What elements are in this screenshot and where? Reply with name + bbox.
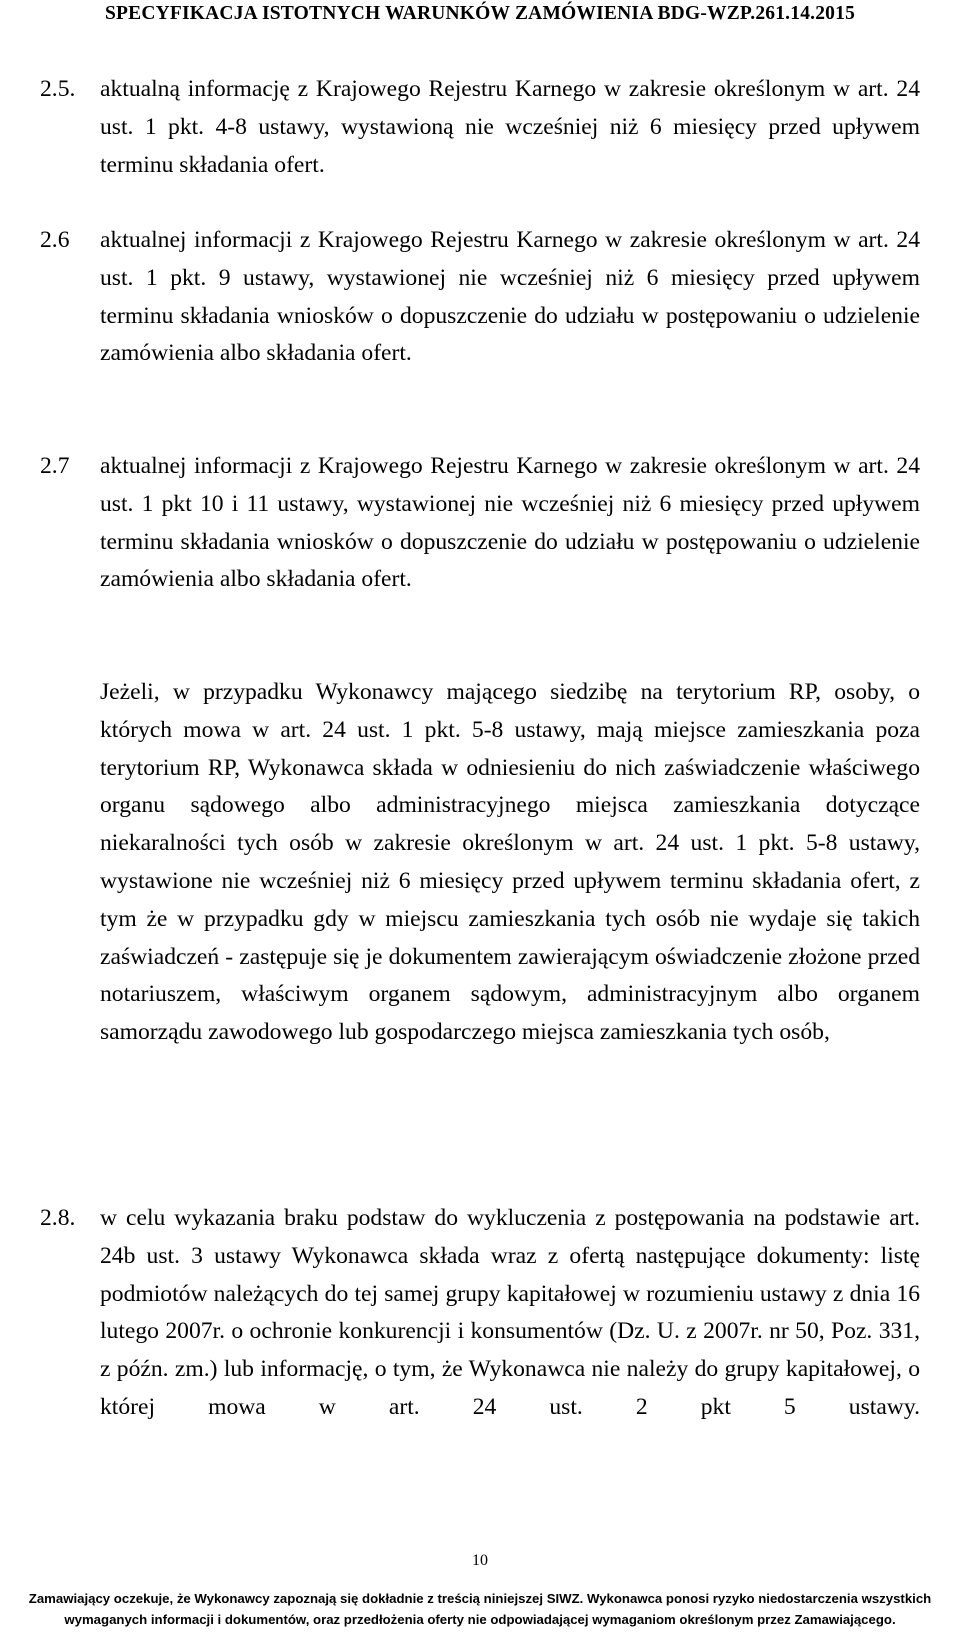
footer-line-2: wymaganych informacji i dokumentów, oraz przedłożenia oferty nie odpowiadającej wymaganiom określonym przez Zamawiającego. xyxy=(64,1612,896,1627)
item-number: 2.5. xyxy=(40,76,76,102)
item-text: w celu wykazania braku podstaw do wykluczenia z postępowania na podstawie art. 24b ust. 3 ustawy Wykonawca składa wraz z ofertą następujące dokumenty: listę podmiotów należących do tej samej grupy kapitałowej w rozumieniu ustawy z dnia 16 lutego 2007r. o ochronie konkurencji i konsumentów (Dz. U. z 2007r. nr 50, Poz. 331, z późn. zm.) lub informację, o tym, że Wykonawca nie należy do grupy kapitałowej, o której mowa w art. 24 ust. 2 pkt 5 ustawy. xyxy=(100,1205,920,1420)
residence-paragraph: Jeżeli, w przypadku Wykonawcy mającego siedzibę na terytorium RP, osoby, o których mowa w art. 24 ust. 1 pkt. 5-8 ustawy, mają miejsce zamieszkania poza terytorium RP, Wykonawca składa w odniesieniu do nich zaświadczenie właściwego organu sądowego albo administracyjnego miejsca zamieszkania dotyczące niekaralności tych osób w zakresie określonym w art. 24 ust. 1 pkt. 5-8 ustawy, wystawione nie wcześniej niż 6 miesięcy przed upływem terminu składania ofert, z tym że w przypadku gdy w miejscu zamieszkania tych osób nie wydaje się takich zaświadczeń - zastępuje się je dokumentem zawierającym oświadczenie złożone przed notariuszem, właściwym organem sądowym, administracyjnym albo organem samorządu zawodowego lub gospodarczego miejsca zamieszkania tych osób, xyxy=(100,679,920,1046)
list-item-2-6 xyxy=(40,222,920,373)
item-text: aktualną informację z Krajowego Rejestru Karnego w zakresie określonym w art. 24 ust. 1 pkt. 4-8 ustawy, wystawioną nie wcześniej niż 6 miesięcy przed upływem terminu składania ofert. xyxy=(100,76,920,178)
page-footer xyxy=(0,1588,960,1630)
page-number: 10 xyxy=(472,1552,488,1569)
item-number: 2.6 xyxy=(40,227,70,253)
footer-line-1: Zamawiający oczekuje, że Wykonawcy zapoznają się dokładnie z treścią niniejszej SIWZ. Wykonawca ponosi ryzyko niedostarczenia wszystkich xyxy=(28,1591,932,1606)
item-number: 2.7 xyxy=(40,453,70,479)
item-number: 2.8. xyxy=(40,1205,76,1231)
list-item-2-8 xyxy=(40,1200,920,1427)
item-text: aktualnej informacji z Krajowego Rejestru Karnego w zakresie określonym w art. 24 ust. 1 pkt. 9 ustawy, wystawionej nie wcześniej niż 6 miesięcy przed upływem terminu składania wniosków o dopuszczenie do udziału w postępowaniu o udzielenie zamówienia albo składania ofert. xyxy=(100,227,920,367)
item-text: aktualnej informacji z Krajowego Rejestru Karnego w zakresie określonym w art. 24 ust. 1 pkt 10 i 11 ustawy, wystawionej nie wcześniej niż 6 miesięcy przed upływem terminu składania wniosków o dopuszczenie do udziału w postępowaniu o udzielenie zamówienia albo składania ofert. xyxy=(100,453,920,593)
list-item-2-5 xyxy=(40,71,920,184)
list-item-2-7 xyxy=(40,448,920,599)
document-header: SPECYFIKACJA ISTOTNYCH WARUNKÓW ZAMÓWIENIA BDG-WZP.261.14.2015 xyxy=(104,3,856,24)
